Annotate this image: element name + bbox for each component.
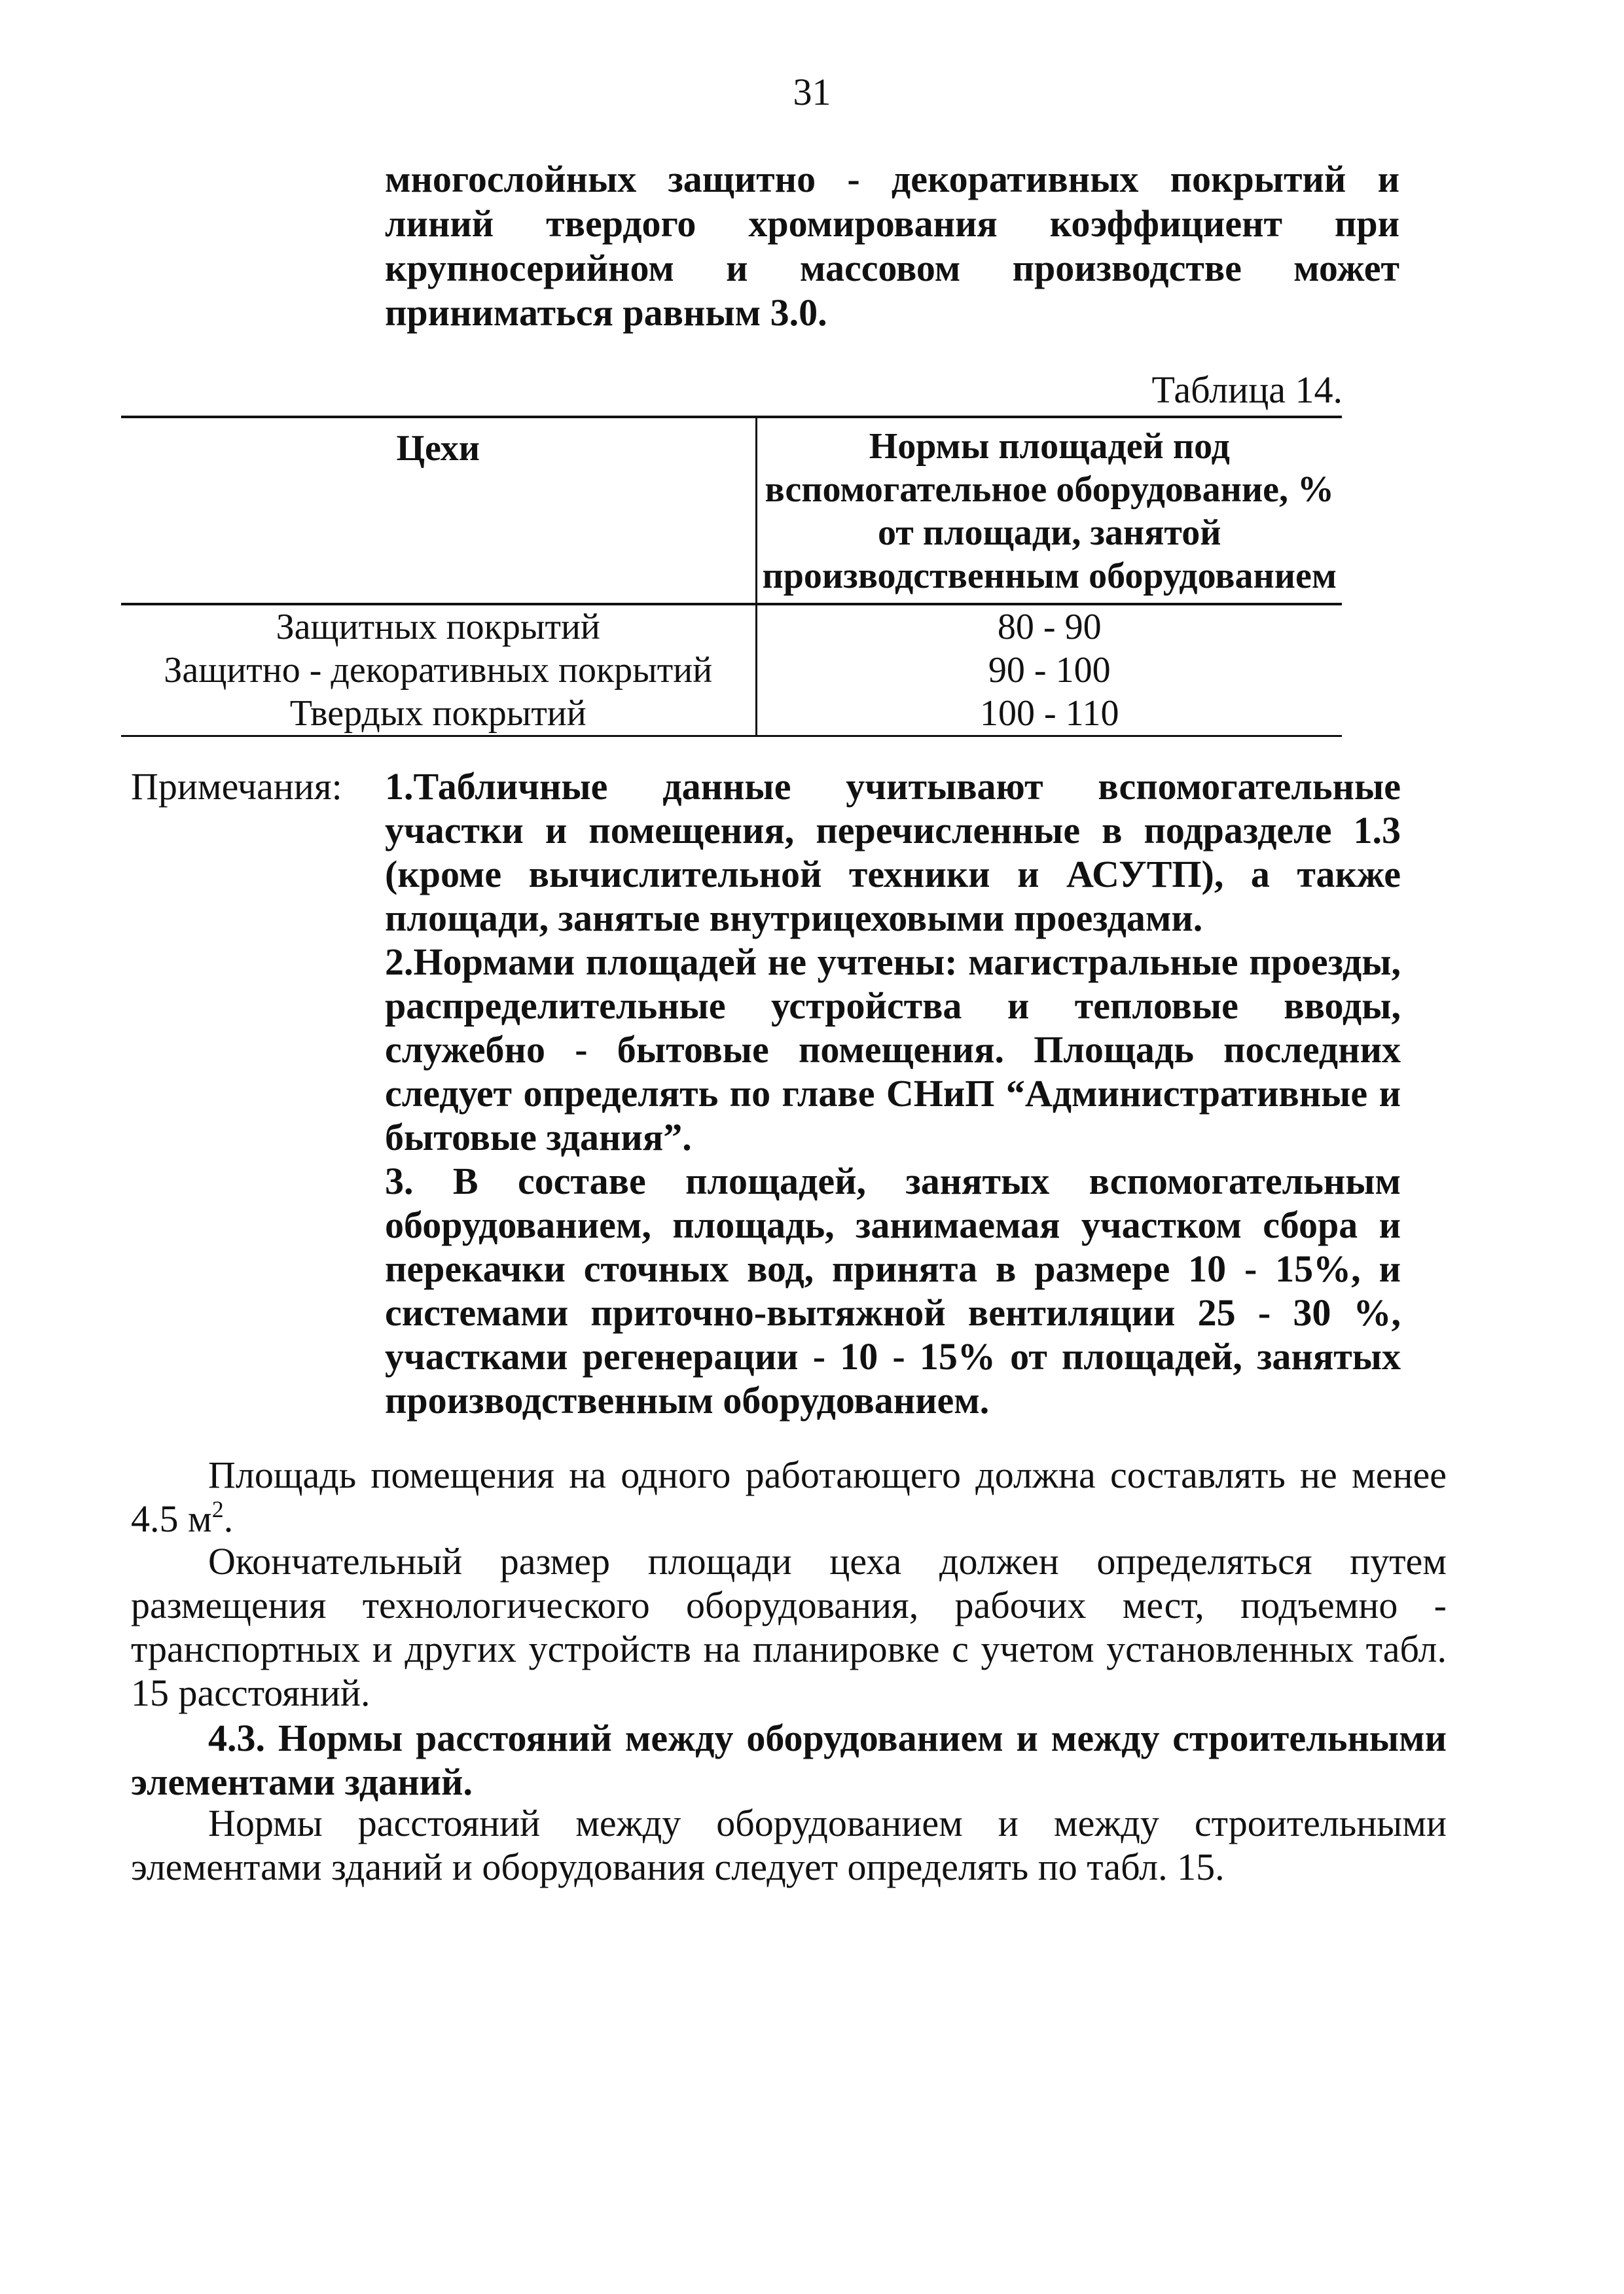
cell-norm: 90 - 100: [988, 650, 1111, 690]
cell-shop: Твердых покрытий: [121, 692, 756, 736]
area-per-worker-paragraph: [131, 1453, 1447, 1541]
cell-norm: 80 - 90: [997, 607, 1102, 647]
cell-norm: 100 - 110: [756, 692, 1342, 736]
table-row: [121, 692, 1342, 736]
note-item: 3. В составе площадей, занятых вспомогательным оборудованием, площадь, занимаемая участком сбора и перекачки сточных вод, принята в размере 10 - 15%, и системами приточно-вытяжной вентиляции 25 - 30 %, участками регенерации - 10 - 15% от площадей, занятых производственным оборудованием.: [385, 1160, 1401, 1422]
cell-shop: Защитно - декоративных покрытий: [121, 649, 756, 692]
area-per-worker-text: Площадь помещения на одного работающего должна составлять не менее 4.5 м: [131, 1454, 1447, 1540]
note-item: 1.Табличные данные учитывают вспомогательные участки и помещения, перечисленные в подразделе 1.3 (кроме вычислительной техники и АСУТП), а также площади, занятые внутрицеховыми проездами.: [385, 765, 1401, 939]
cell-shop: Защитных покрытий: [121, 604, 756, 649]
area-unit-superscript: 2: [211, 1496, 224, 1522]
final-size-paragraph: Окончательный размер площади цеха должен определяться путем размещения технологического оборудования, рабочих мест, подъемно - транспортных и других устройств на планировке с учетом установленных табл. 15 расстояний.: [131, 1540, 1447, 1714]
notes-label: Примечания:: [131, 765, 342, 808]
section-paragraph: Нормы расстояний между оборудованием и между строительными элементами зданий и оборудования следует определять по табл. 15.: [131, 1802, 1447, 1888]
notes-block: [131, 764, 1401, 1422]
section-heading: 4.3. Нормы расстояний между оборудованием и между строительными элементами зданий.: [131, 1717, 1447, 1803]
norms-table: [121, 416, 1342, 737]
notes-list: [385, 764, 1401, 1422]
note-item: 2.Нормами площадей не учтены: магистральные проезды, распределительные устройства и тепловые вводы, служебно - бытовые помещения. Площадь последних следует определять по главе СНиП “Административные и бытовые здания”.: [385, 941, 1401, 1158]
header-shops: Цехи: [121, 417, 756, 604]
intro-paragraph: многослойных защитно - декоративных покрытий и линий твердого хромирования коэффициент при крупносерийном и массовом производстве может приниматься равным 3.0.: [385, 158, 1399, 334]
table-row: [121, 649, 1342, 692]
area-per-worker-end: .: [223, 1497, 234, 1540]
page-number: 31: [793, 71, 831, 113]
header-norms: Нормы площадей под вспомогательное оборудование, % от площади, занятой производственным оборудованием: [756, 417, 1342, 604]
table-caption: Таблица 14.: [1151, 368, 1343, 411]
table-header-row: [121, 417, 1342, 604]
table-row: [121, 604, 1342, 649]
